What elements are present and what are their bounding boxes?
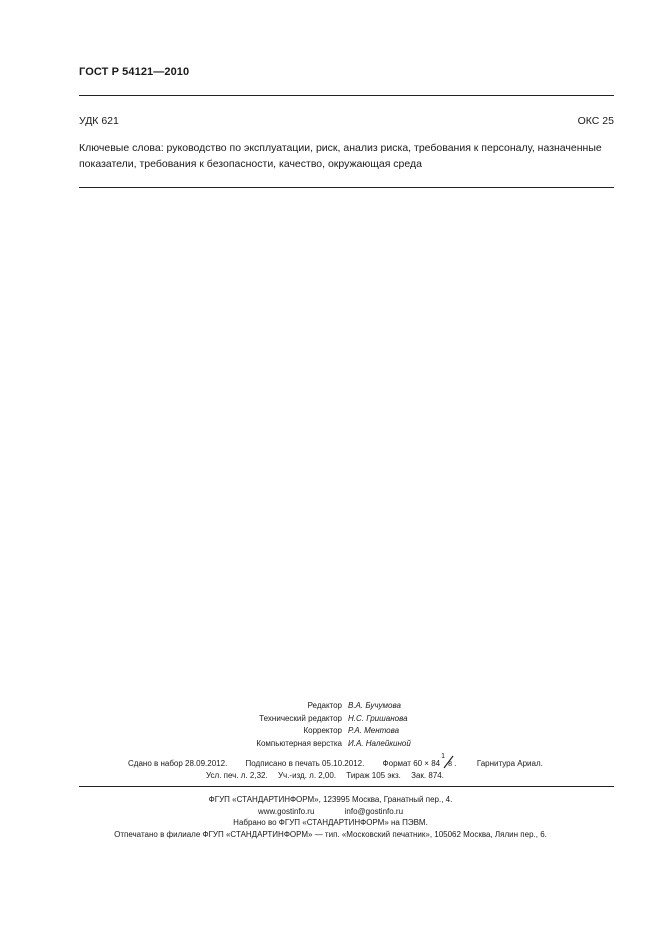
publisher-block <box>0 794 661 840</box>
oks-code: ОКС 25 <box>577 115 614 127</box>
format-fraction: 1 8 <box>441 753 453 768</box>
order-number: Зак. 874. <box>411 771 444 780</box>
credit-name: Н.С. Гришанова <box>348 713 408 723</box>
credit-editor <box>0 700 661 713</box>
credit-role: Корректор <box>303 726 342 735</box>
keywords-divider <box>79 187 614 188</box>
publisher-email[interactable]: info@gostinfo.ru <box>344 806 404 816</box>
signed-date: Подписано в печать 05.10.2012. <box>245 759 365 768</box>
publisher-contacts <box>0 806 661 818</box>
udk-code: УДК 621 <box>79 115 119 127</box>
print-info-row-2 <box>206 771 444 780</box>
submitted-date: Сдано в набор 28.09.2012. <box>128 759 228 768</box>
print-info-row-1 <box>128 753 543 769</box>
typeset-note: Набрано во ФГУП «СТАНДАРТИНФОРМ» на ПЭВМ. <box>233 818 428 827</box>
credit-role: Редактор <box>307 701 342 710</box>
credit-name: Р.А. Ментова <box>348 726 400 735</box>
credit-role: Компьютерная верстка <box>256 738 342 748</box>
typeface: Гарнитура Ариал. <box>476 759 543 768</box>
top-divider <box>79 95 614 96</box>
document-code: ГОСТ Р 54121—2010 <box>79 66 190 78</box>
publishing-sheets: Уч.-изд. л. 2,00. <box>277 771 337 780</box>
credit-name: И.А. Налейкиной <box>348 738 411 748</box>
publisher-address: ФГУП «СТАНДАРТИНФОРМ», 123995 Москва, Гранатный пер., 4. <box>208 795 453 804</box>
credit-role: Технический редактор <box>259 713 342 723</box>
credit-layout <box>0 738 661 751</box>
credit-proofreader <box>0 725 661 738</box>
print-sheets: Усл. печ. л. 2,32. <box>206 771 268 780</box>
printed-note: Отпечатано в филиале ФГУП «СТАНДАРТИНФОРМ» — тип. «Московский печатник», 105062 Москва, Лялин пер., 6. <box>114 829 547 839</box>
credit-name: В.А. Бучумова <box>348 701 401 710</box>
publisher-website[interactable]: www.gostinfo.ru <box>257 806 315 816</box>
credit-tech-editor <box>0 713 661 726</box>
credits-block <box>0 700 661 750</box>
circulation: Тираж 105 экз. <box>346 771 401 780</box>
keywords-text: Ключевые слова: руководство по эксплуатации, риск, анализ риска, требования к персоналу, назначенные показатели, требования к безопасности, качество, окружающая среда <box>79 142 602 170</box>
paper-format: Формат 60 × 84 1 8 . <box>382 753 457 768</box>
publisher-divider <box>79 786 614 787</box>
